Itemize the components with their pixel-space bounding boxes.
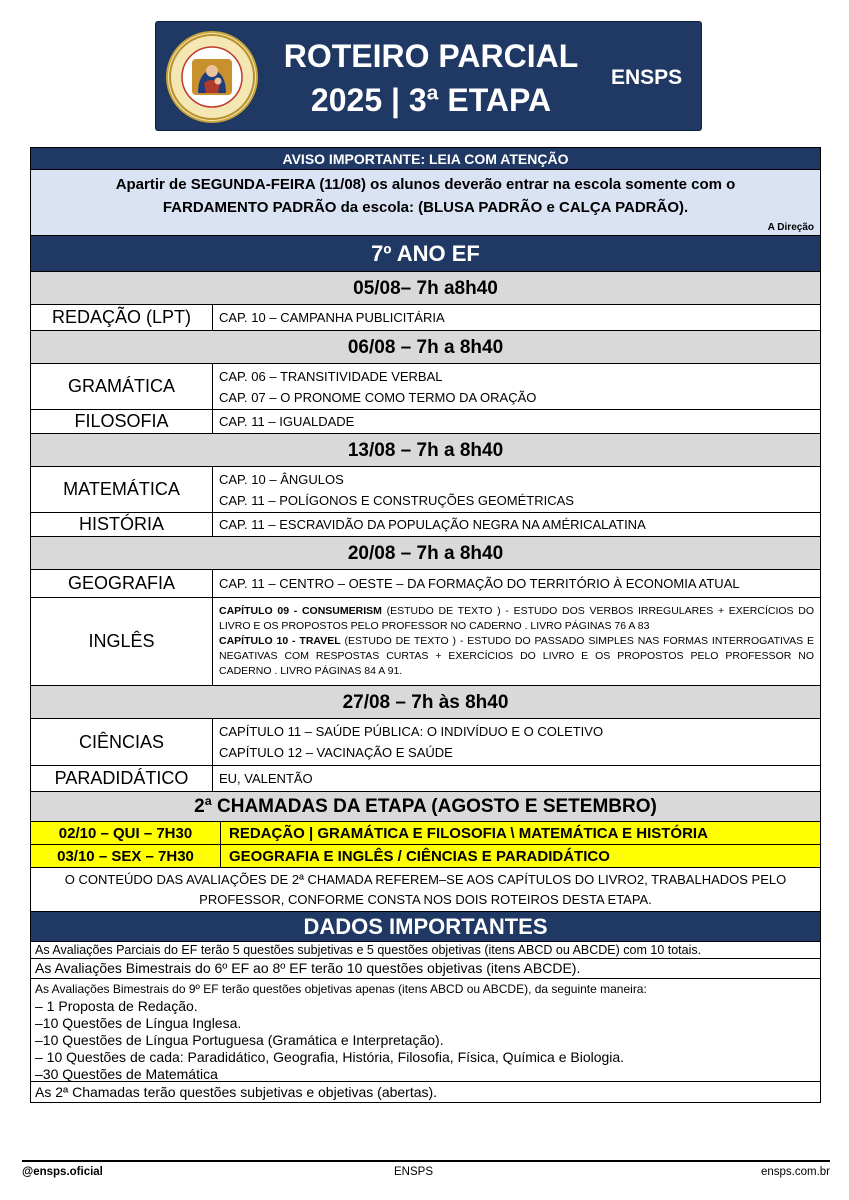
notice-title: AVISO IMPORTANTE: LEIA COM ATENÇÃO [31,148,820,170]
chapter-text: (ESTUDO DE TEXTO ) - ESTUDO DOS VERBOS IRREGULARES + EXERCÍCIOS DO LIVRO E OS PROPOSTOS PELO PROFESSOR NO CADERNO . LIVRO PÁGINAS 76 A 83 [219,605,814,632]
content-line: CAP. 07 – O PRONOME COMO TERMO DA ORAÇÃO [219,389,537,405]
content-line: CAP. 11 – CENTRO – OESTE – DA FORMAÇÃO DO TERRITÓRIO À ECONOMIA ATUAL [219,576,740,591]
subject-name: FILOSOFIA [31,410,213,433]
list-item: – 1 Proposta de Redação. [35,998,198,1014]
content-line: CAP. 11 – POLÍGONOS E CONSTRUÇÕES GEOMÉTRICAS [219,492,574,508]
title-line-2: 2025 | 3ª ETAPA [310,82,552,118]
title-line-1: ROTEIRO PARCIAL [283,38,579,74]
list-item: – 10 Questões de cada: Paradidático, Geografia, História, Filosofia, Física, Química e Biologia. [35,1049,625,1065]
second-call-date: 02/10 – QUI – 7H30 [31,822,221,844]
list-item: –30 Questões de Matemática [35,1066,218,1082]
subject-name: PARADIDÁTICO [31,766,213,791]
session-date: 20/08 – 7h a 8h40 [31,537,820,570]
subject-content [213,598,820,685]
content-line: CAP. 11 – IGUALDADE [219,414,355,429]
content-line: CAP. 11 – ESCRAVIDÃO DA POPULAÇÃO NEGRA NA AMÉRICALATINA [219,517,646,532]
header-banner [155,21,702,131]
subject-name: INGLÊS [31,598,213,685]
subject-row [31,598,820,686]
subject-row [31,305,820,331]
session-date: 05/08– 7h a8h40 [31,272,820,305]
brand-name: ENSPS [611,66,683,89]
subject-name: HISTÓRIA [31,513,213,536]
content-line: CAP. 10 – CAMPANHA PUBLICITÁRIA [219,310,445,325]
list-intro: As Avaliações Bimestrais do 9º EF terão questões objetivas apenas (itens ABCD ou ABCDE), da seguinte maneira: [35,982,647,996]
subject-content [213,766,820,791]
content-paragraph [219,634,814,679]
content-paragraph [219,604,814,634]
session-date: 13/08 – 7h a 8h40 [31,434,820,467]
second-call-subjects: GEOGRAFIA E INGLÊS / CIÊNCIAS E PARADIDÁTICO [229,847,610,865]
chapter-text: (ESTUDO DE TEXTO ) - ESTUDO DO PASSADO SIMPLES NAS FORMAS INTERROGATIVAS E NEGATIVAS COM RESPOSTAS CURTAS + EXERCÍCIOS DO LIVRO E OS PROPOSTOS PELO PROFESSOR NO CADERNO . LIVRO PÁGINAS 84 A 91. [219,635,814,677]
page-title [256,34,606,122]
subject-row [31,513,820,537]
subject-name: GEOGRAFIA [31,570,213,597]
second-calls-title: 2ª CHAMADAS DA ETAPA (AGOSTO E SETEMBRO) [31,792,820,822]
content-line: CAPÍTULO 12 – VACINAÇÃO E SAÚDE [219,745,453,760]
list-item: –10 Questões de Língua Inglesa. [35,1015,242,1031]
chapter-title: CAPÍTULO 09 - CONSUMERISM [219,605,382,617]
important-item: As Avaliações Bimestrais do 6º EF ao 8º EF terão 10 questões objetivas (itens ABCDE). [31,959,820,979]
content-line: CAPÍTULO 11 – SAÚDE PÚBLICA: O INDIVÍDUO E O COLETIVO [219,724,604,739]
school-logo [166,31,258,123]
session-date: 06/08 – 7h a 8h40 [31,331,820,364]
important-item [31,979,820,1082]
subject-content [213,719,820,765]
content-line: CAP. 10 – ÂNGULOS [219,471,344,487]
content-line: CAP. 06 – TRANSITIVIDADE VERBAL [219,368,443,384]
list-item: –10 Questões de Língua Portuguesa (Gramática e Interpretação). [35,1032,444,1048]
subject-name: CIÊNCIAS [31,719,213,765]
chapter-title: CAPÍTULO 10 - TRAVEL [219,635,341,647]
important-title: DADOS IMPORTANTES [31,912,820,942]
subject-name: MATEMÁTICA [31,467,213,512]
subject-content [213,570,820,597]
important-item: As 2ª Chamadas terão questões subjetivas e objetivas (abertas). [35,1084,438,1100]
subject-content [213,410,820,433]
subject-row [31,364,820,410]
grade-heading: 7º ANO EF [31,236,820,272]
schedule-table [30,147,821,1103]
subject-content [213,305,820,330]
notice-line-2: FARDAMENTO PADRÃO da escola: (BLUSA PADRÃO e CALÇA PADRÃO). [162,199,689,216]
subject-content [213,364,820,409]
subject-row [31,766,820,792]
subject-row [31,570,820,598]
content-line: EU, VALENTÃO [219,771,313,786]
footer-website-link[interactable]: ensps.com.br [760,1166,830,1178]
subject-row [31,467,820,513]
second-call-row [31,822,820,845]
subject-row [31,719,820,766]
second-call-date: 03/10 – SEX – 7H30 [31,845,221,867]
subject-name: GRAMÁTICA [31,364,213,409]
footer-brand: ENSPS [394,1166,433,1178]
subject-row [31,410,820,434]
notice-body [31,170,820,236]
second-calls-note: O CONTEÚDO DAS AVALIAÇÕES DE 2ª CHAMADA REFEREM–SE AOS CAPÍTULOS DO LIVRO2, TRABALHADOS PELO PROFESSOR, CONFORME CONSTA NOS DOIS ROTEIROS DESTA ETAPA. [31,868,820,912]
footer [22,1160,830,1178]
subject-content [213,467,820,512]
second-call-subjects: REDAÇÃO | GRAMÁTICA E FILOSOFIA \ MATEMÁTICA E HISTÓRIA [229,824,708,842]
footer-social-link[interactable]: @ensps.oficial [22,1166,103,1178]
important-item: As Avaliações Parciais do EF terão 5 questões subjetivas e 5 questões objetivas (itens ABCD ou ABCDE) com 10 totais. [31,942,820,959]
notice-signature: A Direção [767,222,814,233]
subject-name: REDAÇÃO (LPT) [31,305,213,330]
second-call-row [31,845,820,868]
session-date: 27/08 – 7h às 8h40 [31,686,820,719]
subject-content [213,513,820,536]
notice-line-1: Apartir de SEGUNDA-FEIRA (11/08) os alunos deverão entrar na escola somente com o [115,176,736,193]
